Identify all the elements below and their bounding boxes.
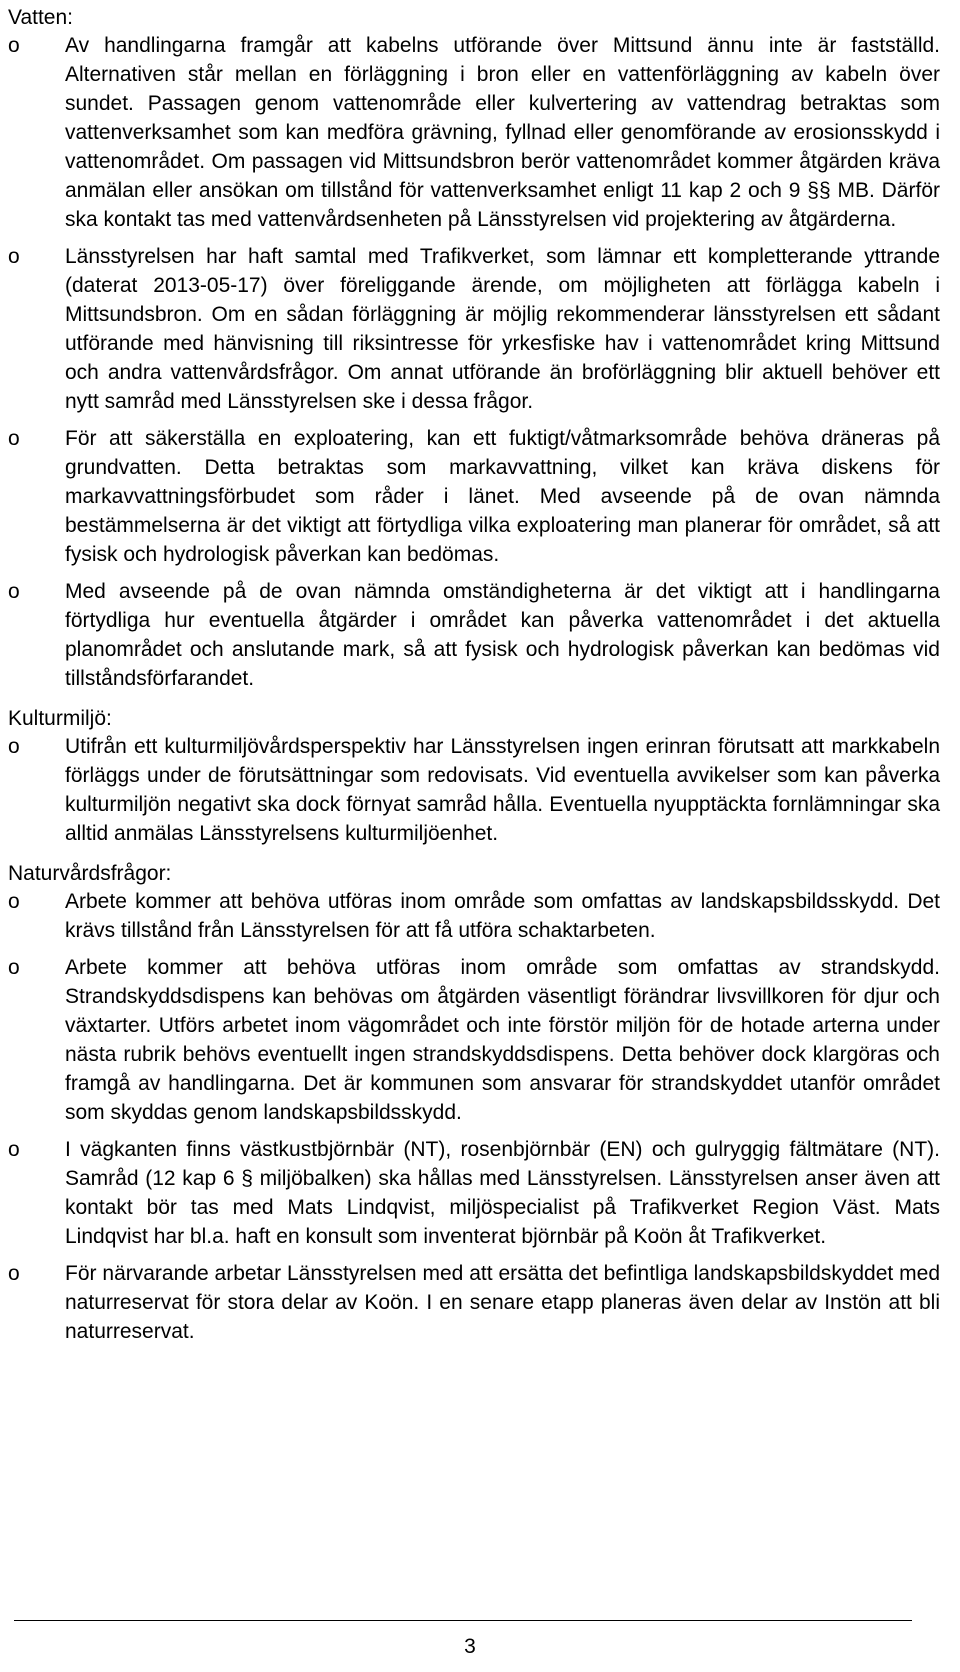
bullet-marker: o xyxy=(8,427,20,450)
paragraph-text: Av handlingarna framgår att kabelns utförande över Mittsund ännu inte är fastställd. Alternativen står mellan en förläggning i bron eller en vattenförläggning av kabeln över sundet. Passagen genom vattenområde eller kulvertering av vattendrag betraktas som vattenverksamhet som kan medföra grävning, fyllnad eller genomförande av erosionsskydd i vattenområdet. Om passagen vid Mittsundsbron berör vattenområdet kommer åtgärden kräva anmälan eller ansökan om tillstånd för vattenverksamhet enligt 11 kap 2 och 9 §§ MB. Därför ska kontakt tas med vattenvårdsenheten på Länsstyrelsen vid projektering av åtgärderna. xyxy=(65,34,940,231)
paragraph-text: I vägkanten finns västkustbjörnbär (NT), rosenbjörnbär (EN) och gulryggig fältmätare (NT). Samråd (12 kap 6 § miljöbalken) ska hållas med Länsstyrelsen. Länsstyrelsen anser även att kontakt bör tas med Mats Lindqvist, miljöspecialist på Trafikverket Region Väst. Mats Lindqvist har bl.a. haft en konsult som inventerat björnbär på Koön åt Trafikverket. xyxy=(65,1138,940,1248)
paragraph-text: Länsstyrelsen har haft samtal med Trafikverket, som lämnar ett kompletterande yttrande (daterat 2013-05-17) över föreliggande ärende, om möjligheten att förlägga kabeln i Mittsundsbron. Om en sådan förläggning är möjlig rekommenderar länsstyrelsen ett sådant utförande med hänvisning till riksintresse för yrkesfiske hav i vattenområdet kring Mittsund och andra vattenvårdsfrågor. Om annat utförande än broförläggning blir aktuell behöver ett nytt samråd med Länsstyrelsen ske i dessa frågor. xyxy=(65,245,940,413)
bullet-marker: o xyxy=(8,1138,20,1161)
list-item xyxy=(8,887,948,945)
list-item xyxy=(8,953,948,1127)
list-item xyxy=(8,577,948,693)
section-heading-kulturmiljo: Kulturmiljö: xyxy=(8,707,112,730)
paragraph-text: Arbete kommer att behöva utföras inom område som omfattas av strandskydd. Strandskyddsdispens kan behövas om åtgärden väsentligt förändrar livsvillkoren för djur och växtarter. Utförs arbetet inom vägområdet och inte förstör miljön för de hotade arterna under nästa rubrik behövs eventuellt ingen strandskyddsdispens. Detta behöver dock klargöras och framgå av handlingarna. Det är kommunen som ansvarar för strandskyddet utanför området som skyddas genom landskapsbildsskydd. xyxy=(65,956,940,1124)
bullet-marker: o xyxy=(8,580,20,603)
list-item xyxy=(8,732,948,848)
section-heading-vatten: Vatten: xyxy=(8,6,73,29)
page-number: 3 xyxy=(464,1635,476,1658)
bullet-marker: o xyxy=(8,34,20,57)
list-item xyxy=(8,1135,948,1251)
paragraph-text: För närvarande arbetar Länsstyrelsen med att ersätta det befintliga landskapsbildskyddet med naturreservat för stora delar av Koön. I en senare etapp planeras även delar av Instön att bli naturreservat. xyxy=(65,1262,940,1343)
list-item xyxy=(8,1259,948,1346)
paragraph-text: För att säkerställa en exploatering, kan ett fuktigt/våtmarksområde behöva dräneras på grundvatten. Detta betraktas som markavvattning, vilket kan kräva diskens för markavvattningsförbudet som råder i länet. Med avseende på de ovan nämnda bestämmelserna är det viktigt att förtydliga vilka exploatering man planerar för området, så att fysisk och hydrologisk påverkan kan bedömas. xyxy=(65,427,940,566)
bullet-list-naturvard xyxy=(8,887,948,1346)
paragraph-text: Arbete kommer att behöva utföras inom område som omfattas av landskapsbildsskydd. Det krävs tillstånd från Länsstyrelsen för att få utföra schaktarbeten. xyxy=(65,890,940,942)
section-heading-naturvard: Naturvårdsfrågor: xyxy=(8,862,172,885)
bullet-marker: o xyxy=(8,735,20,758)
bullet-list-kulturmiljo xyxy=(8,732,948,848)
paragraph-text: Utifrån ett kulturmiljövårdsperspektiv har Länsstyrelsen ingen erinran förutsatt att markkabeln förläggs under de förutsättningar som redovisats. Vid eventuella avvikelser som kan påverka kulturmiljön negativt ska dock förnyat samråd hålla. Eventuella nyupptäckta fornlämningar ska alltid anmälas Länsstyrelsens kulturmiljöenhet. xyxy=(65,735,940,845)
list-item xyxy=(8,242,948,416)
list-item xyxy=(8,31,948,234)
paragraph-text: Med avseende på de ovan nämnda omständigheterna är det viktigt att i handlingarna förtydliga hur eventuella åtgärder i området kan påverka vattenområdet i det aktuella planområdet och anslutande mark, så att fysisk och hydrologisk påverkan kan bedömas vid tillståndsförfarandet. xyxy=(65,580,940,690)
bullet-marker: o xyxy=(8,890,20,913)
bullet-marker: o xyxy=(8,1262,20,1285)
bullet-marker: o xyxy=(8,245,20,268)
bullet-list-vatten xyxy=(8,31,948,693)
list-item xyxy=(8,424,948,569)
document-page xyxy=(8,0,948,1354)
footer-divider xyxy=(14,1620,912,1621)
bullet-marker: o xyxy=(8,956,20,979)
